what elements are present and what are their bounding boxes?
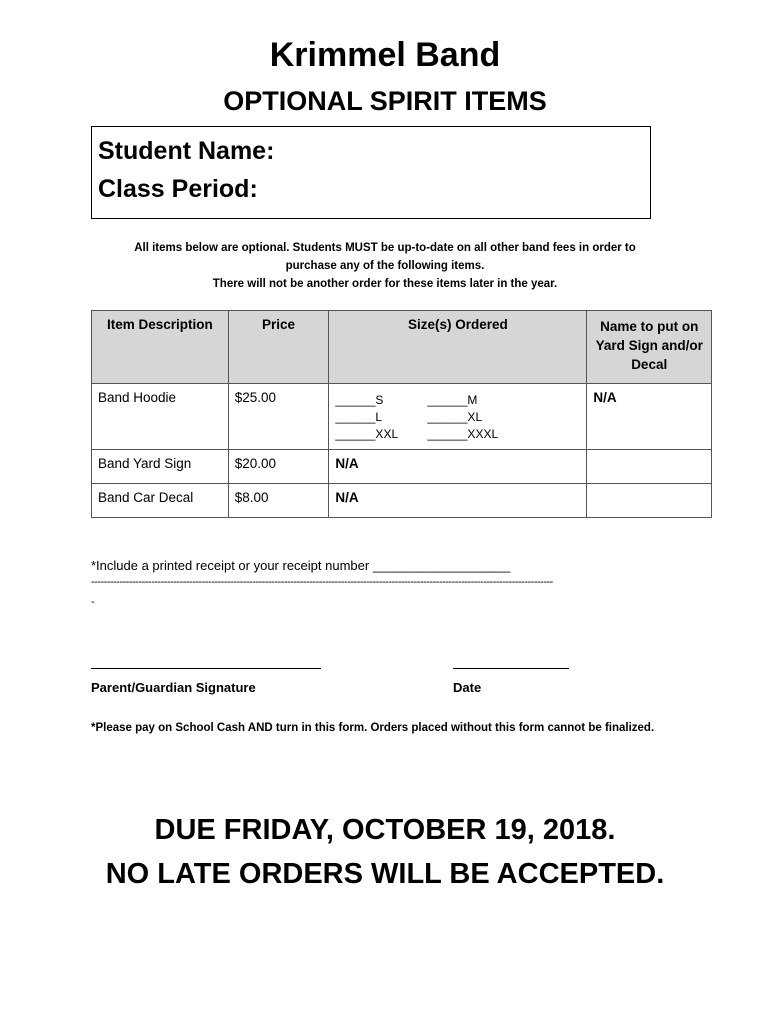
item-cell: Band Car Decal: [92, 484, 229, 518]
sizes-cell[interactable]: [329, 384, 587, 450]
table-row: [92, 484, 712, 518]
table-row: [92, 450, 712, 484]
name-cell[interactable]: [587, 484, 712, 518]
size-xxl-field[interactable]: ______XXL: [335, 427, 399, 441]
item-cell: Band Yard Sign: [92, 450, 229, 484]
price-cell: $20.00: [228, 450, 329, 484]
size-xl-field[interactable]: ______XL: [427, 410, 483, 424]
due-date-heading: DUE FRIDAY, OCTOBER 19, 2018.: [154, 814, 616, 846]
intro-text: [100, 239, 670, 293]
order-table: [91, 310, 712, 518]
sizes-cell: N/A: [329, 484, 587, 518]
signature-line[interactable]: [91, 668, 321, 669]
date-label: Date: [453, 680, 482, 695]
sizes-cell: N/A: [329, 450, 587, 484]
header-name-on-sign: Name to put on Yard Sign and/or Decal: [587, 311, 712, 384]
size-s-field[interactable]: ______S: [335, 393, 384, 407]
cut-line: --------------------------------------------------------------------------------------------------------------------------------------------------: [91, 576, 553, 588]
price-cell: $8.00: [228, 484, 329, 518]
item-cell: Band Hoodie: [92, 384, 229, 450]
cut-line-tail: -: [91, 596, 95, 608]
size-xxxl-field[interactable]: ______XXXL: [427, 427, 499, 441]
page-title: Krimmel Band: [269, 36, 501, 74]
intro-line-3: There will not be another order for these items later in the year.: [212, 278, 558, 290]
size-l-field[interactable]: ______L: [335, 410, 383, 424]
student-info-box[interactable]: [91, 126, 651, 219]
price-cell: $25.00: [228, 384, 329, 450]
page-subtitle: OPTIONAL SPIRIT ITEMS: [223, 86, 547, 116]
date-line[interactable]: [453, 668, 569, 669]
name-cell[interactable]: [587, 450, 712, 484]
name-cell: N/A: [587, 384, 712, 450]
payment-note: *Please pay on School Cash AND turn in this form. Orders placed without this form cannot be finalized.: [91, 722, 655, 734]
header-sizes: Size(s) Ordered: [329, 311, 587, 384]
signature-label: Parent/Guardian Signature: [91, 680, 256, 695]
table-header-row: [92, 311, 712, 384]
intro-line-2: purchase any of the following items.: [285, 260, 485, 272]
header-price: Price: [228, 311, 329, 384]
student-name-label: Student Name:: [98, 137, 275, 165]
late-orders-warning: NO LATE ORDERS WILL BE ACCEPTED.: [105, 858, 665, 890]
class-period-label: Class Period:: [98, 175, 258, 203]
intro-line-1: All items below are optional. Students MUST be up-to-date on all other band fees in order to: [134, 242, 636, 254]
size-m-field[interactable]: ______M: [427, 393, 478, 407]
table-row: [92, 384, 712, 450]
receipt-note[interactable]: *Include a printed receipt or your receipt number ___________________: [91, 558, 511, 573]
header-item-description: Item Description: [92, 311, 229, 384]
